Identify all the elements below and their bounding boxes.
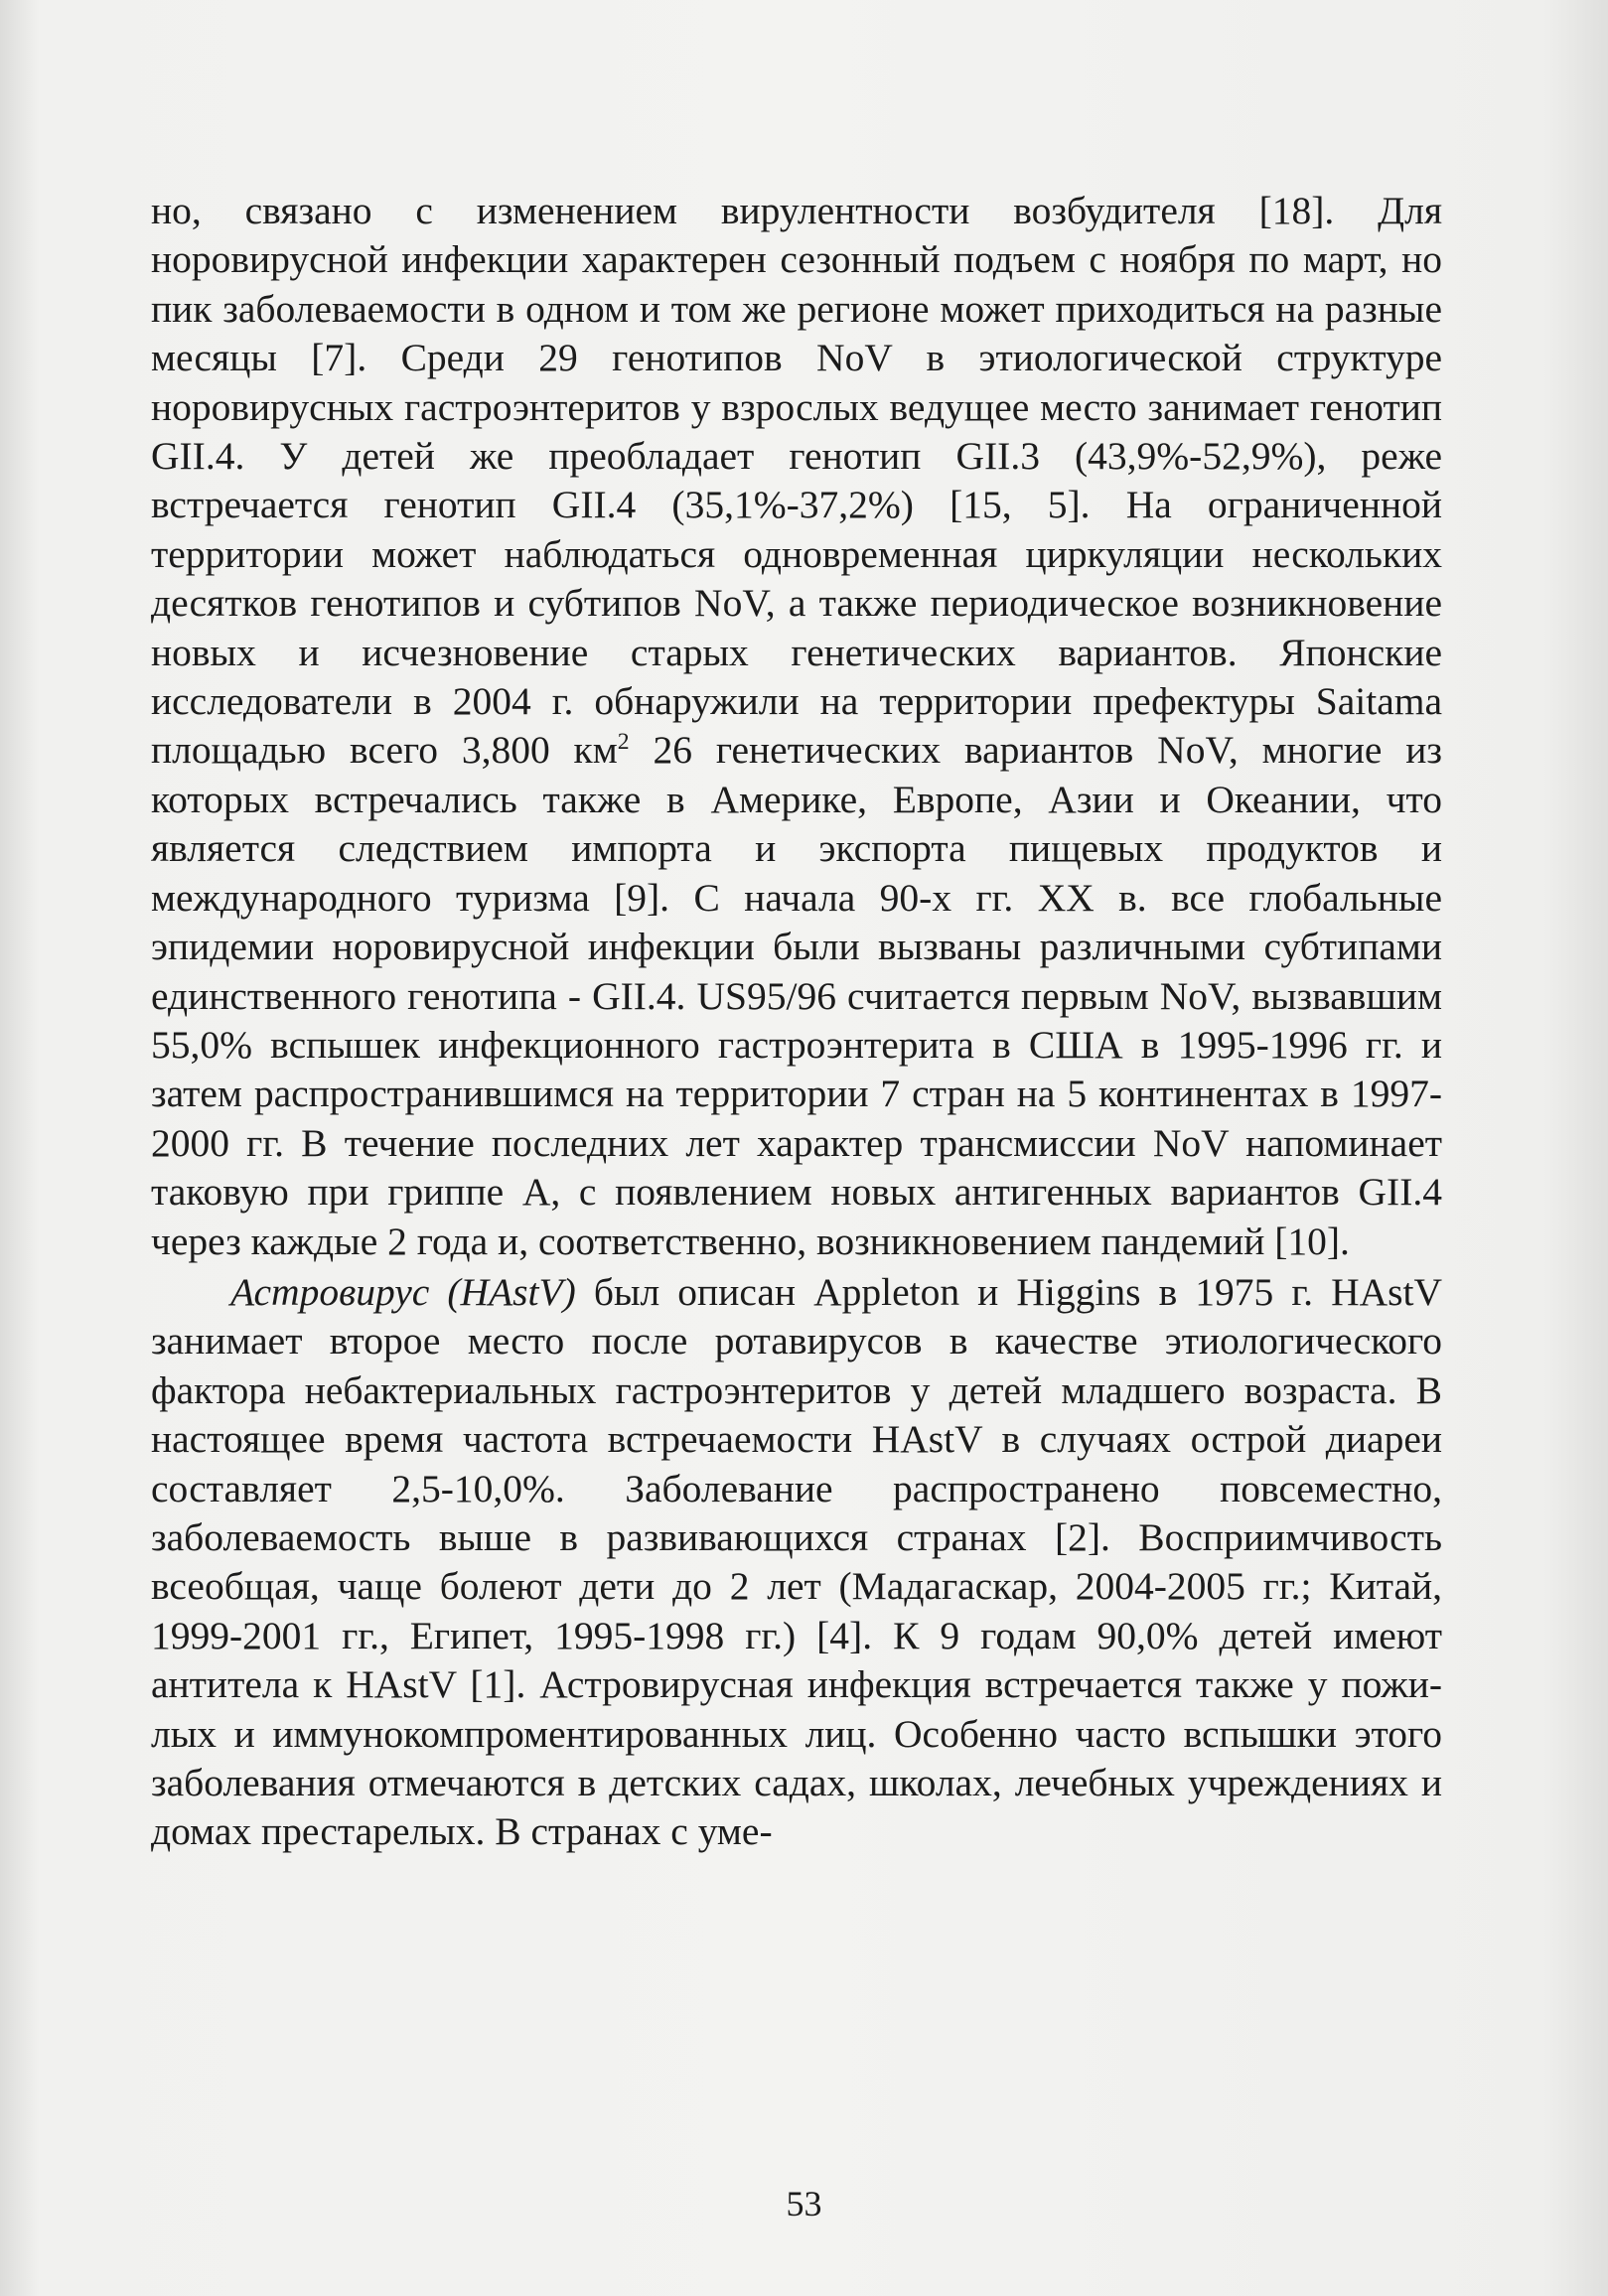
paragraph-norovirus <box>151 187 1442 1266</box>
paragraph-astrovirus <box>151 1268 1442 1857</box>
body-text <box>151 187 1442 1857</box>
paragraph-norovirus-text-a: но, связано с изменением вирулентности возбудителя [18]. Для норовирусной инфекции характерен сезонный подъем с ноября по март, но пик заболеваемости в одном и том же регионе может приходиться на разные месяцы [7]. Среди 29 генотипов NoV в этиологической структуре норовирусных гастроэнтеритов у взрослых ведущее место занимает генотип GII.4. У детей же преобладает генотип GII.3 (43,9%-52,9%), реже встречается генотип GII.4 (35,1%-37,2%) [15, 5]. На ограниченной территории может наблюдаться одновременная циркуляции нескольких десятков генотипов и субтипов NoV, а также периодическое возникновение новых и исчезновение старых генетических вариантов. Японские исследователи в 2004 г. обнаружили на территории префектуры Saitama площадью всего 3,800 км <box>151 189 1442 773</box>
astrovirus-term: Астровирус (HAstV) <box>230 1269 576 1314</box>
page-number: 53 <box>786 2184 822 2224</box>
paragraph-norovirus-text-b: 26 генетических вариантов NoV, многие из которых встречались также в Америке, Европе, Азии и Океании, что является следствием импорта и экспорта пищевых продуктов и международного туризма [9]. С начала 90-х гг. XX в. все глобальные эпидемии норовирусной инфекции были вызваны различными субтипами единственного генотипа - GII.4. US95/96 считается первым NoV, вызвавшим 55,0% вспышек инфекционного гастроэнтерита в США в 1995-1996 гг. и затем распространившимся на территории 7 стран на 5 континентах в 1997-2000 гг. В течение последних лет характер трансмиссии NoV напоминает таковую при гриппе А, с появлением новых антигенных вариантов GII.4 через каждые 2 года и, соответственно, возникновением пандемий [10]. <box>151 728 1442 1263</box>
paragraph-astrovirus-text: был описан Appleton и Higgins в 1975 г. HAstV занимает второе место после ротавирусов в качестве этиологического фактора небактериальных гастроэнтеритов у детей младшего возраста. В настоящее время частота встречаемости HAstV в случаях острой диареи составляет 2,5-10,0%. Заболевание распространено повсеместно, заболеваемость выше в развивающихся странах [2]. Восприимчивость всеобщая, чаще болеют дети до 2 лет (Мадагаскар, 2004-2005 гг.; Китай, 1999-2001 гг., Египет, 1995-1998 гг.) [4]. К 9 годам 90,0% детей имеют антитела к HAstV [1]. Астровирусная инфекция встречается также у пожилых и иммунокомпроментированных лиц. Особенно часто вспышки этого заболевания отмечаются в детских садах, школах, лечебных учреждениях и домах престарелых. В странах с уме- <box>151 1269 1442 1854</box>
superscript-km2: 2 <box>617 729 630 756</box>
